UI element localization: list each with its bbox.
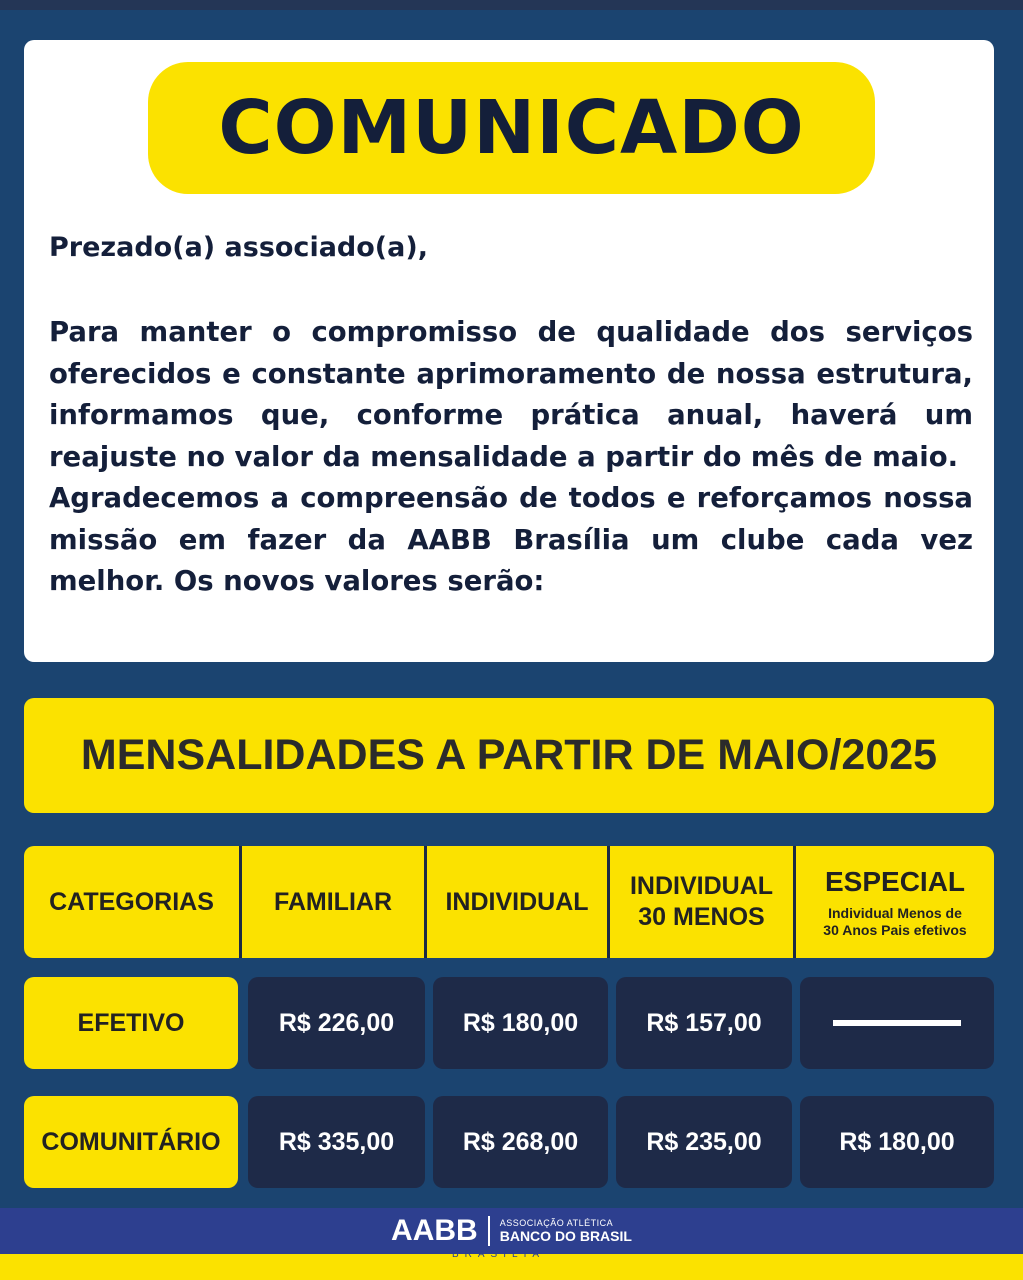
top-bar <box>0 0 1023 10</box>
announcement-body <box>49 312 973 603</box>
logo-divider <box>488 1216 490 1246</box>
logo-aabb: AABB <box>391 1214 478 1247</box>
price-comunitario-individual-30: R$ 235,00 <box>616 1096 792 1188</box>
row-label-comunitario: COMUNITÁRIO <box>24 1096 238 1188</box>
especial-sub-1: Individual Menos de <box>828 904 962 921</box>
price-efetivo-familiar: R$ 226,00 <box>248 977 425 1069</box>
table-header-row <box>24 846 994 958</box>
price-efetivo-individual: R$ 180,00 <box>433 977 608 1069</box>
bottom-bar <box>0 1249 1023 1280</box>
paragraph-2: Agradecemos a compreensão de todos e reforçamos nossa missão em fazer da AABB Brasília um clube cada vez melhor. Os novos valores serão: <box>49 482 973 597</box>
price-comunitario-especial: R$ 180,00 <box>800 1096 994 1188</box>
greeting: Prezado(a) associado(a), <box>49 232 428 263</box>
price-comunitario-familiar: R$ 335,00 <box>248 1096 425 1188</box>
logo-city: BRASÍLIA <box>452 1249 546 1260</box>
not-applicable-dash <box>833 1020 961 1026</box>
price-comunitario-individual: R$ 268,00 <box>433 1096 608 1188</box>
header-individual: INDIVIDUAL <box>427 846 610 958</box>
paragraph-1: Para manter o compromisso de qualidade dos serviços oferecidos e constante aprimoramento de nossa estrutura, informamos que, conforme prática anual, haverá um reajuste no valor da mensalidade a partir do mês de maio. <box>49 316 973 473</box>
logo-assoc: ASSOCIAÇÃO ATLÉTICA <box>499 1218 614 1228</box>
header-individual-30-menos: INDIVIDUAL 30 MENOS <box>610 846 796 958</box>
title-pill <box>148 62 875 194</box>
aabb-logo <box>391 1216 632 1246</box>
fees-banner <box>24 698 994 813</box>
row-label-efetivo: EFETIVO <box>24 977 238 1069</box>
banner-text: MENSALIDADES A PARTIR DE MAIO/2025 <box>80 731 938 779</box>
logo-bank: BANCO DO BRASIL <box>499 1228 632 1244</box>
page-title: COMUNICADO <box>218 85 805 171</box>
header-familiar: FAMILIAR <box>242 846 427 958</box>
header-categorias: CATEGORIAS <box>24 846 242 958</box>
header-especial: ESPECIAL Individual Menos de 30 Anos Pais efetivos <box>823 865 967 938</box>
especial-sub-2: 30 Anos Pais efetivos <box>823 921 967 938</box>
price-efetivo-individual-30: R$ 157,00 <box>616 977 792 1069</box>
footer <box>0 1208 1023 1254</box>
price-efetivo-especial <box>800 977 994 1069</box>
